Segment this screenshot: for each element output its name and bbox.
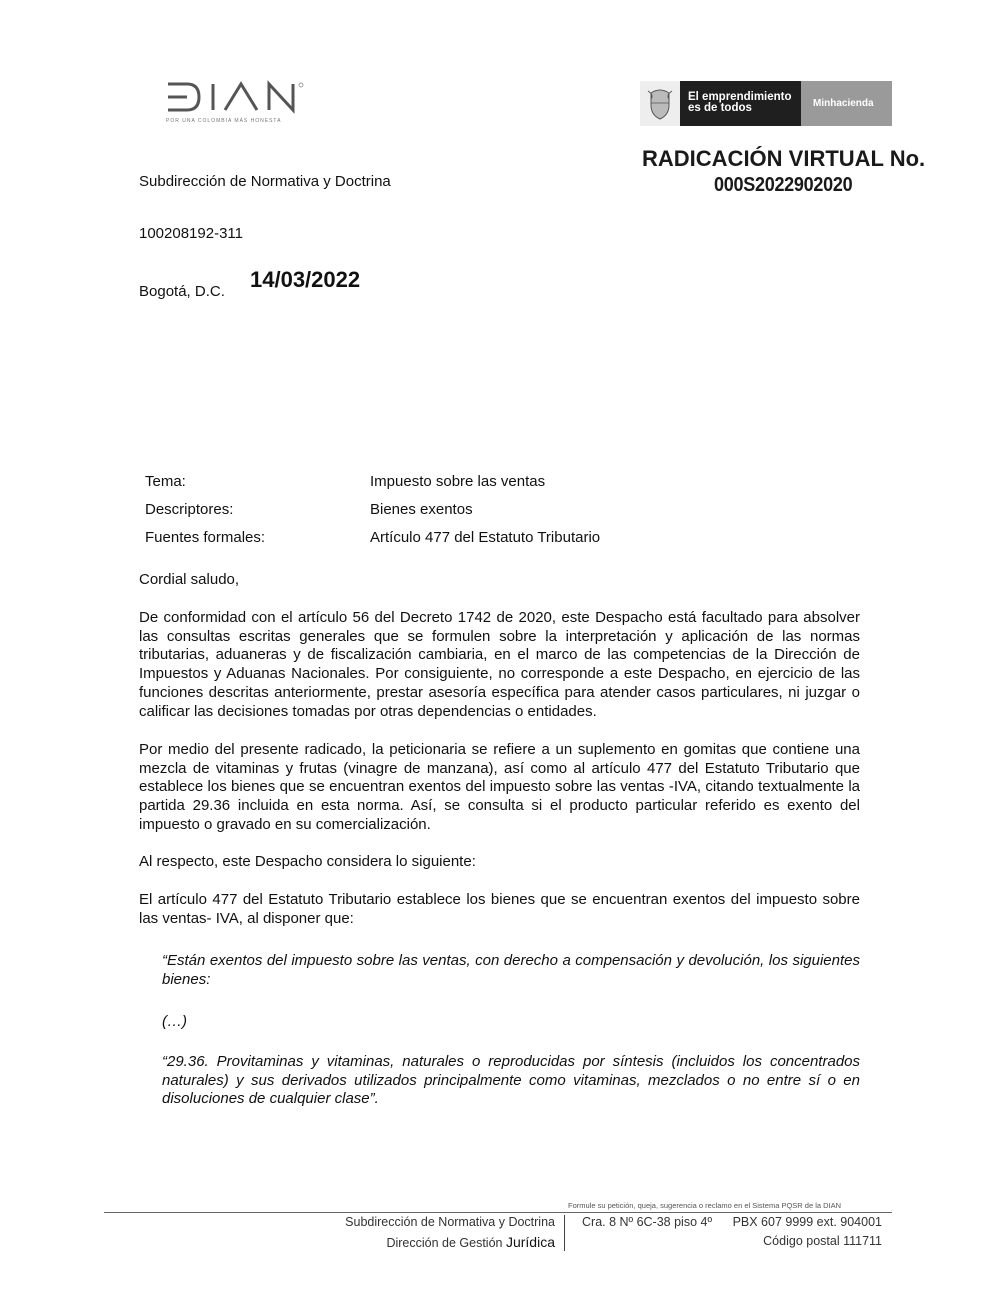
footer-direction-emphasis: Jurídica bbox=[505, 1234, 555, 1250]
office-name: Subdirección de Normativa y Doctrina bbox=[139, 173, 391, 190]
gov-slogan-line1: El emprendimiento bbox=[688, 91, 792, 103]
footer-direction bbox=[386, 1234, 555, 1250]
paragraph-4: El artículo 477 del Estatuto Tributario establece los bienes que se encuentran exentos del impuesto sobre las ventas- IVA, al disponer que: bbox=[139, 891, 860, 927]
radicacion-number: 000S2022902020 bbox=[714, 174, 853, 196]
gov-slogan-line2: es de todos bbox=[688, 102, 752, 114]
gov-slogan bbox=[680, 81, 801, 126]
topic-label: Tema: bbox=[145, 473, 186, 490]
greeting: Cordial saludo, bbox=[139, 571, 240, 588]
topic-value: Impuesto sobre las ventas bbox=[370, 473, 546, 490]
radicacion-title: RADICACIÓN VIRTUAL No. bbox=[642, 146, 926, 171]
footer-pqsr-note: Formule su petición, queja, sugerencia o reclamo en el Sistema PQSR de la DIAN bbox=[568, 1201, 842, 1210]
footer-divider bbox=[104, 1212, 892, 1213]
dian-logo-mark bbox=[165, 80, 325, 114]
footer-column-divider bbox=[564, 1215, 565, 1251]
paragraph-2: Por medio del presente radicado, la peticionaria se refiere a un suplemento en gomitas que contiene una mezcla de vitaminas y frutas (vinagre de manzana), así como al artículo 477 del Estatuto Tributario que establece los bienes que se encuentran exentos del impuesto sobre las ventas -IVA, citando textualmente la partida 29.36 incluida en esta norma. Así, se consulta si el producto particular referido es exento del impuesto o gravado en su comercialización. bbox=[139, 741, 860, 833]
reference-number: 100208192-311 bbox=[139, 225, 243, 242]
city: Bogotá, D.C. bbox=[139, 283, 225, 300]
footer-direction-prefix: Dirección de Gestión bbox=[386, 1236, 503, 1250]
sources-value: Artículo 477 del Estatuto Tributario bbox=[370, 529, 601, 546]
dian-tagline: POR UNA COLOMBIA MÁS HONESTA bbox=[166, 118, 282, 124]
sources-label: Fuentes formales: bbox=[145, 529, 266, 546]
paragraph-3: Al respecto, este Despacho considera lo siguiente: bbox=[139, 853, 476, 870]
document-date: 14/03/2022 bbox=[250, 267, 361, 292]
quote-1: “Están exentos del impuesto sobre las ventas, con derecho a compensación y devolución, los siguientes bienes: bbox=[162, 952, 860, 988]
paragraph-1: De conformidad con el artículo 56 del Decreto 1742 de 2020, este Despacho está facultado para absolver las consultas escritas generales que se formulen sobre la interpretación y aplicación de las normas tributarias, aduaneras y de fiscalización cambiaria, en el marco de las competencias de la Dirección de Impuestos y Aduanas Nacionales. Por consiguiente, no corresponde a este Despacho, en ejercicio de las funciones descritas anteriormente, prestar asesoría específica para atender casos particulares, ni juzgar o calificar las decisiones tomadas por otras dependencias o entidades. bbox=[139, 609, 860, 720]
descriptors-value: Bienes exentos bbox=[370, 501, 473, 518]
ministry-label: Minhacienda bbox=[801, 81, 892, 126]
footer-phone: PBX 607 9999 ext. 904001 bbox=[732, 1215, 882, 1229]
coat-of-arms-icon bbox=[640, 81, 680, 126]
footer-address: Cra. 8 Nº 6C-38 piso 4º bbox=[582, 1215, 713, 1229]
descriptors-label: Descriptores: bbox=[145, 501, 234, 518]
footer-postal-code: Código postal 111711 bbox=[763, 1234, 882, 1248]
quote-2: (…) bbox=[162, 1013, 187, 1030]
government-logo bbox=[640, 81, 892, 126]
quote-3: “29.36. Provitaminas y vitaminas, naturales o reproducidas por síntesis (incluidos los concentrados naturales) y sus derivados utilizados principalmente como vitaminas, mezclados o no entre sí o en disoluciones de cualquier clase”. bbox=[162, 1053, 860, 1108]
footer-office: Subdirección de Normativa y Doctrina bbox=[345, 1215, 555, 1229]
